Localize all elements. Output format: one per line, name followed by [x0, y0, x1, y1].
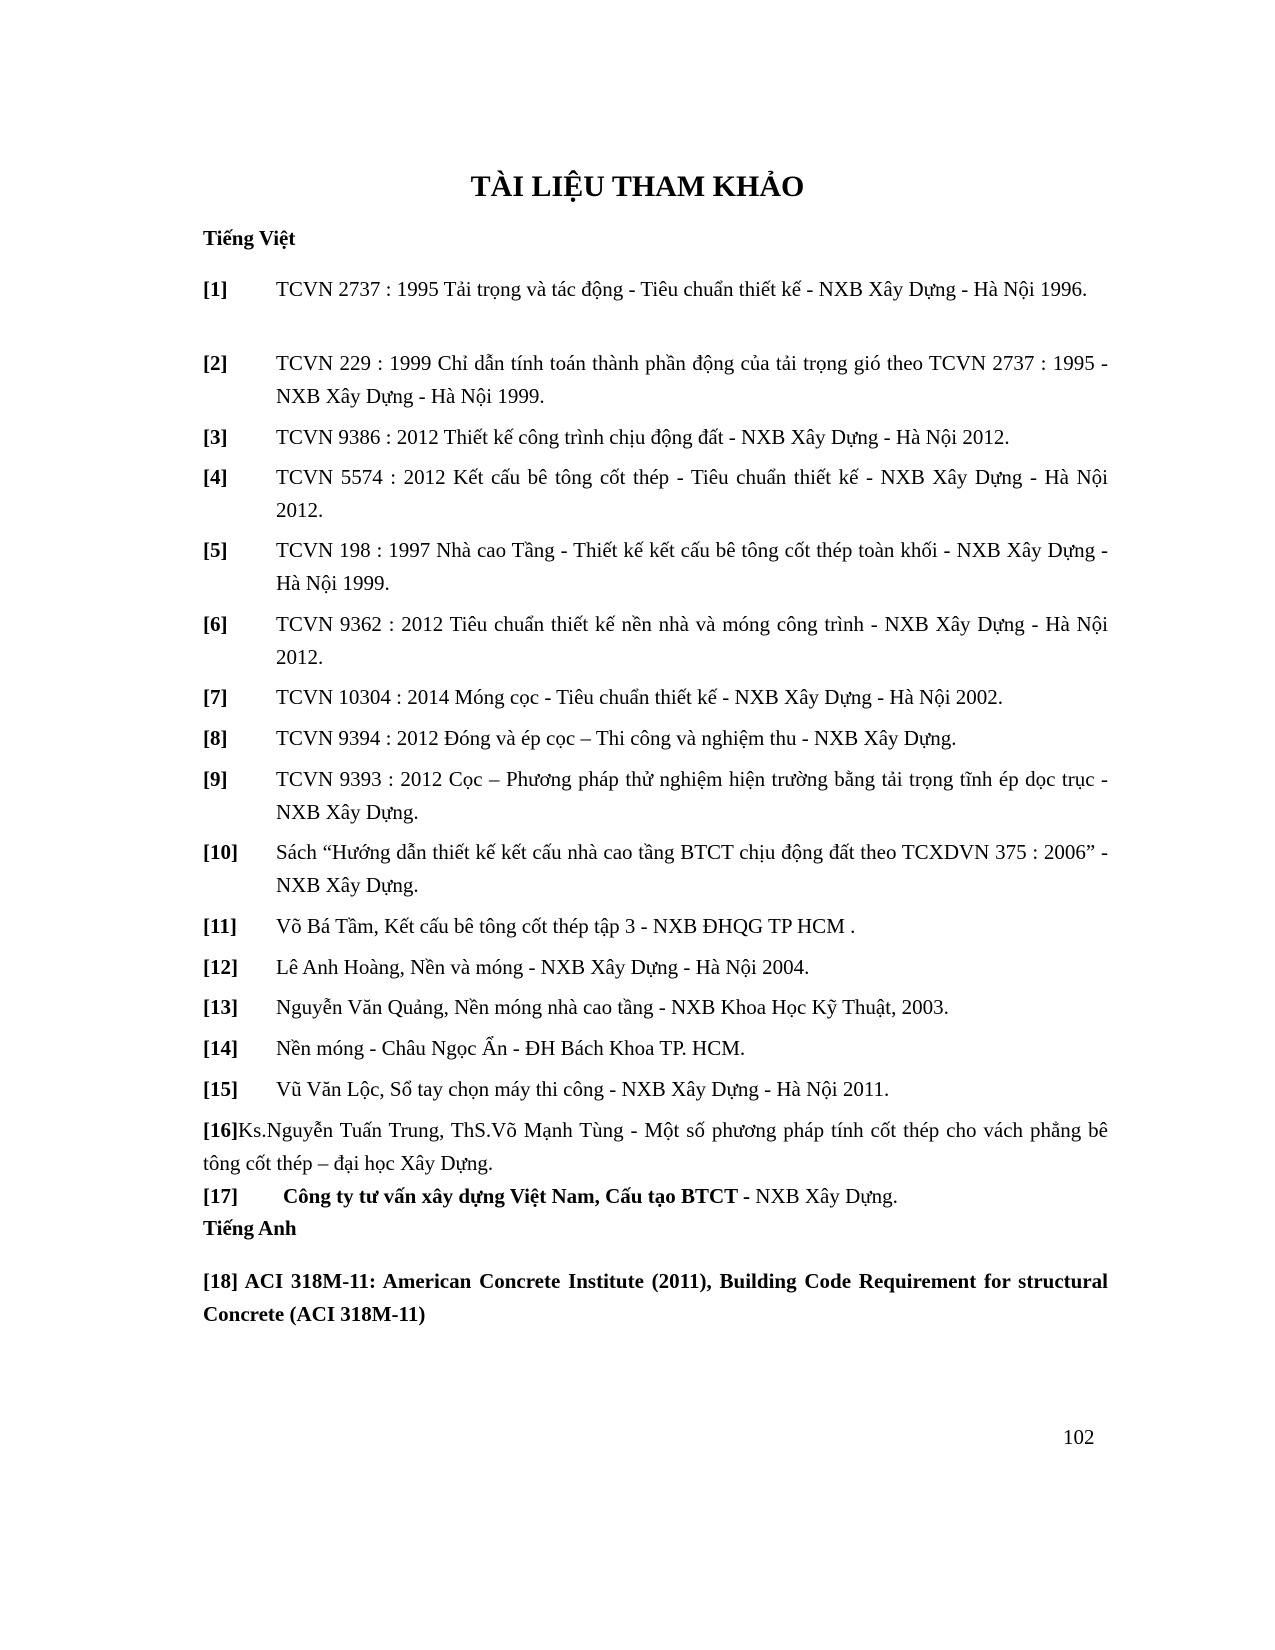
section-heading-english: Tiếng Anh	[203, 1216, 297, 1240]
reference-number: [1]	[203, 277, 228, 301]
reference-item	[203, 1032, 1108, 1065]
reference-text: Võ Bá Tầm, Kết cấu bê tông cốt thép tập 3 - NXB ĐHQG TP HCM .	[276, 914, 856, 938]
reference-item	[203, 1114, 1108, 1180]
reference-item	[203, 951, 1108, 984]
reference-item	[203, 461, 1108, 527]
reference-text: NXB Xây Dựng.	[755, 1184, 898, 1208]
reference-text: TCVN 9393 : 2012 Cọc – Phương pháp thử nghiệm hiện trường bằng tải trọng tĩnh ép dọc trục - NXB Xây Dựng.	[276, 767, 1108, 824]
reference-number: [15]	[203, 1077, 238, 1101]
reference-number: [9]	[203, 767, 228, 791]
reference-item	[203, 1180, 1108, 1213]
reference-item	[203, 608, 1108, 674]
reference-number: [6]	[203, 612, 228, 636]
reference-text: TCVN 2737 : 1995 Tải trọng và tác động - Tiêu chuẩn thiết kế - NXB Xây Dựng - Hà Nội 1996.	[276, 277, 1088, 301]
reference-number: [2]	[203, 351, 228, 375]
reference-item	[203, 910, 1108, 943]
reference-item	[203, 836, 1108, 902]
reference-number: [3]	[203, 425, 228, 449]
reference-number: [7]	[203, 685, 228, 709]
reference-text: Nền móng - Châu Ngọc Ẩn - ĐH Bách Khoa TP. HCM.	[276, 1036, 746, 1060]
reference-text: Vũ Văn Lộc, Sổ tay chọn máy thi công - NXB Xây Dựng - Hà Nội 2011.	[276, 1077, 890, 1101]
reference-number: [5]	[203, 538, 228, 562]
reference-text: Sách “Hướng dẫn thiết kế kết cấu nhà cao tầng BTCT chịu động đất theo TCXDVN 375 : 2006” - NXB Xây Dựng.	[276, 840, 1108, 897]
reference-text: Ks.Nguyễn Tuấn Trung, ThS.Võ Mạnh Tùng - Một số phương pháp tính cốt thép cho vách phẳng bê tông cốt thép – đại học Xây Dựng.	[203, 1118, 1108, 1175]
reference-number: [14]	[203, 1036, 238, 1060]
reference-text: TCVN 198 : 1997 Nhà cao Tầng - Thiết kế kết cấu bê tông cốt thép toàn khối - NXB Xây Dựng - Hà Nội 1999.	[276, 538, 1108, 595]
reference-number: [4]	[203, 465, 228, 489]
reference-number: [12]	[203, 955, 238, 979]
reference-item	[203, 1265, 1108, 1331]
reference-item	[203, 722, 1108, 755]
reference-item	[203, 681, 1108, 714]
reference-item	[203, 534, 1108, 600]
reference-text: TCVN 9362 : 2012 Tiêu chuẩn thiết kế nền nhà và móng công trình - NXB Xây Dựng - Hà Nội 2012.	[276, 612, 1108, 669]
section-heading-vietnamese: Tiếng Việt	[203, 226, 296, 250]
reference-text: TCVN 9386 : 2012 Thiết kế công trình chịu động đất - NXB Xây Dựng - Hà Nội 2012.	[276, 425, 1010, 449]
reference-item	[203, 991, 1108, 1024]
page-title: TÀI LIỆU THAM KHẢO	[470, 170, 805, 203]
reference-number: [16]	[203, 1118, 238, 1142]
reference-item	[203, 273, 1108, 306]
reference-number: [17]	[203, 1184, 238, 1208]
reference-number: [18]	[203, 1269, 238, 1293]
reference-item	[203, 347, 1108, 413]
reference-number: [10]	[203, 840, 238, 864]
reference-text: ACI 318M-11: American Concrete Institute (2011), Building Code Requirement for structural Concrete (ACI 318M-11)	[203, 1269, 1108, 1326]
reference-number: [13]	[203, 995, 238, 1019]
reference-number: [8]	[203, 726, 228, 750]
reference-title: Công ty tư vấn xây dựng Việt Nam, Cấu tạo BTCT -	[283, 1184, 756, 1208]
reference-text: Nguyễn Văn Quảng, Nền móng nhà cao tầng - NXB Khoa Học Kỹ Thuật, 2003.	[276, 995, 949, 1019]
reference-text: TCVN 9394 : 2012 Đóng và ép cọc – Thi công và nghiệm thu - NXB Xây Dựng.	[276, 726, 957, 750]
reference-text: Lê Anh Hoàng, Nền và móng - NXB Xây Dựng - Hà Nội 2004.	[276, 955, 810, 979]
reference-text: TCVN 10304 : 2014 Móng cọc - Tiêu chuẩn thiết kế - NXB Xây Dựng - Hà Nội 2002.	[276, 685, 1004, 709]
reference-item	[203, 763, 1108, 829]
reference-item	[203, 421, 1108, 454]
page-number: 102	[1063, 1425, 1095, 1449]
reference-item	[203, 1073, 1108, 1106]
reference-text: TCVN 229 : 1999 Chỉ dẫn tính toán thành phần động của tải trọng gió theo TCVN 2737 : 1995 - NXB Xây Dựng - Hà Nội 1999.	[276, 351, 1108, 408]
reference-number: [11]	[203, 914, 237, 938]
reference-text: TCVN 5574 : 2012 Kết cấu bê tông cốt thép - Tiêu chuẩn thiết kế - NXB Xây Dựng - Hà Nội 2012.	[276, 465, 1108, 522]
